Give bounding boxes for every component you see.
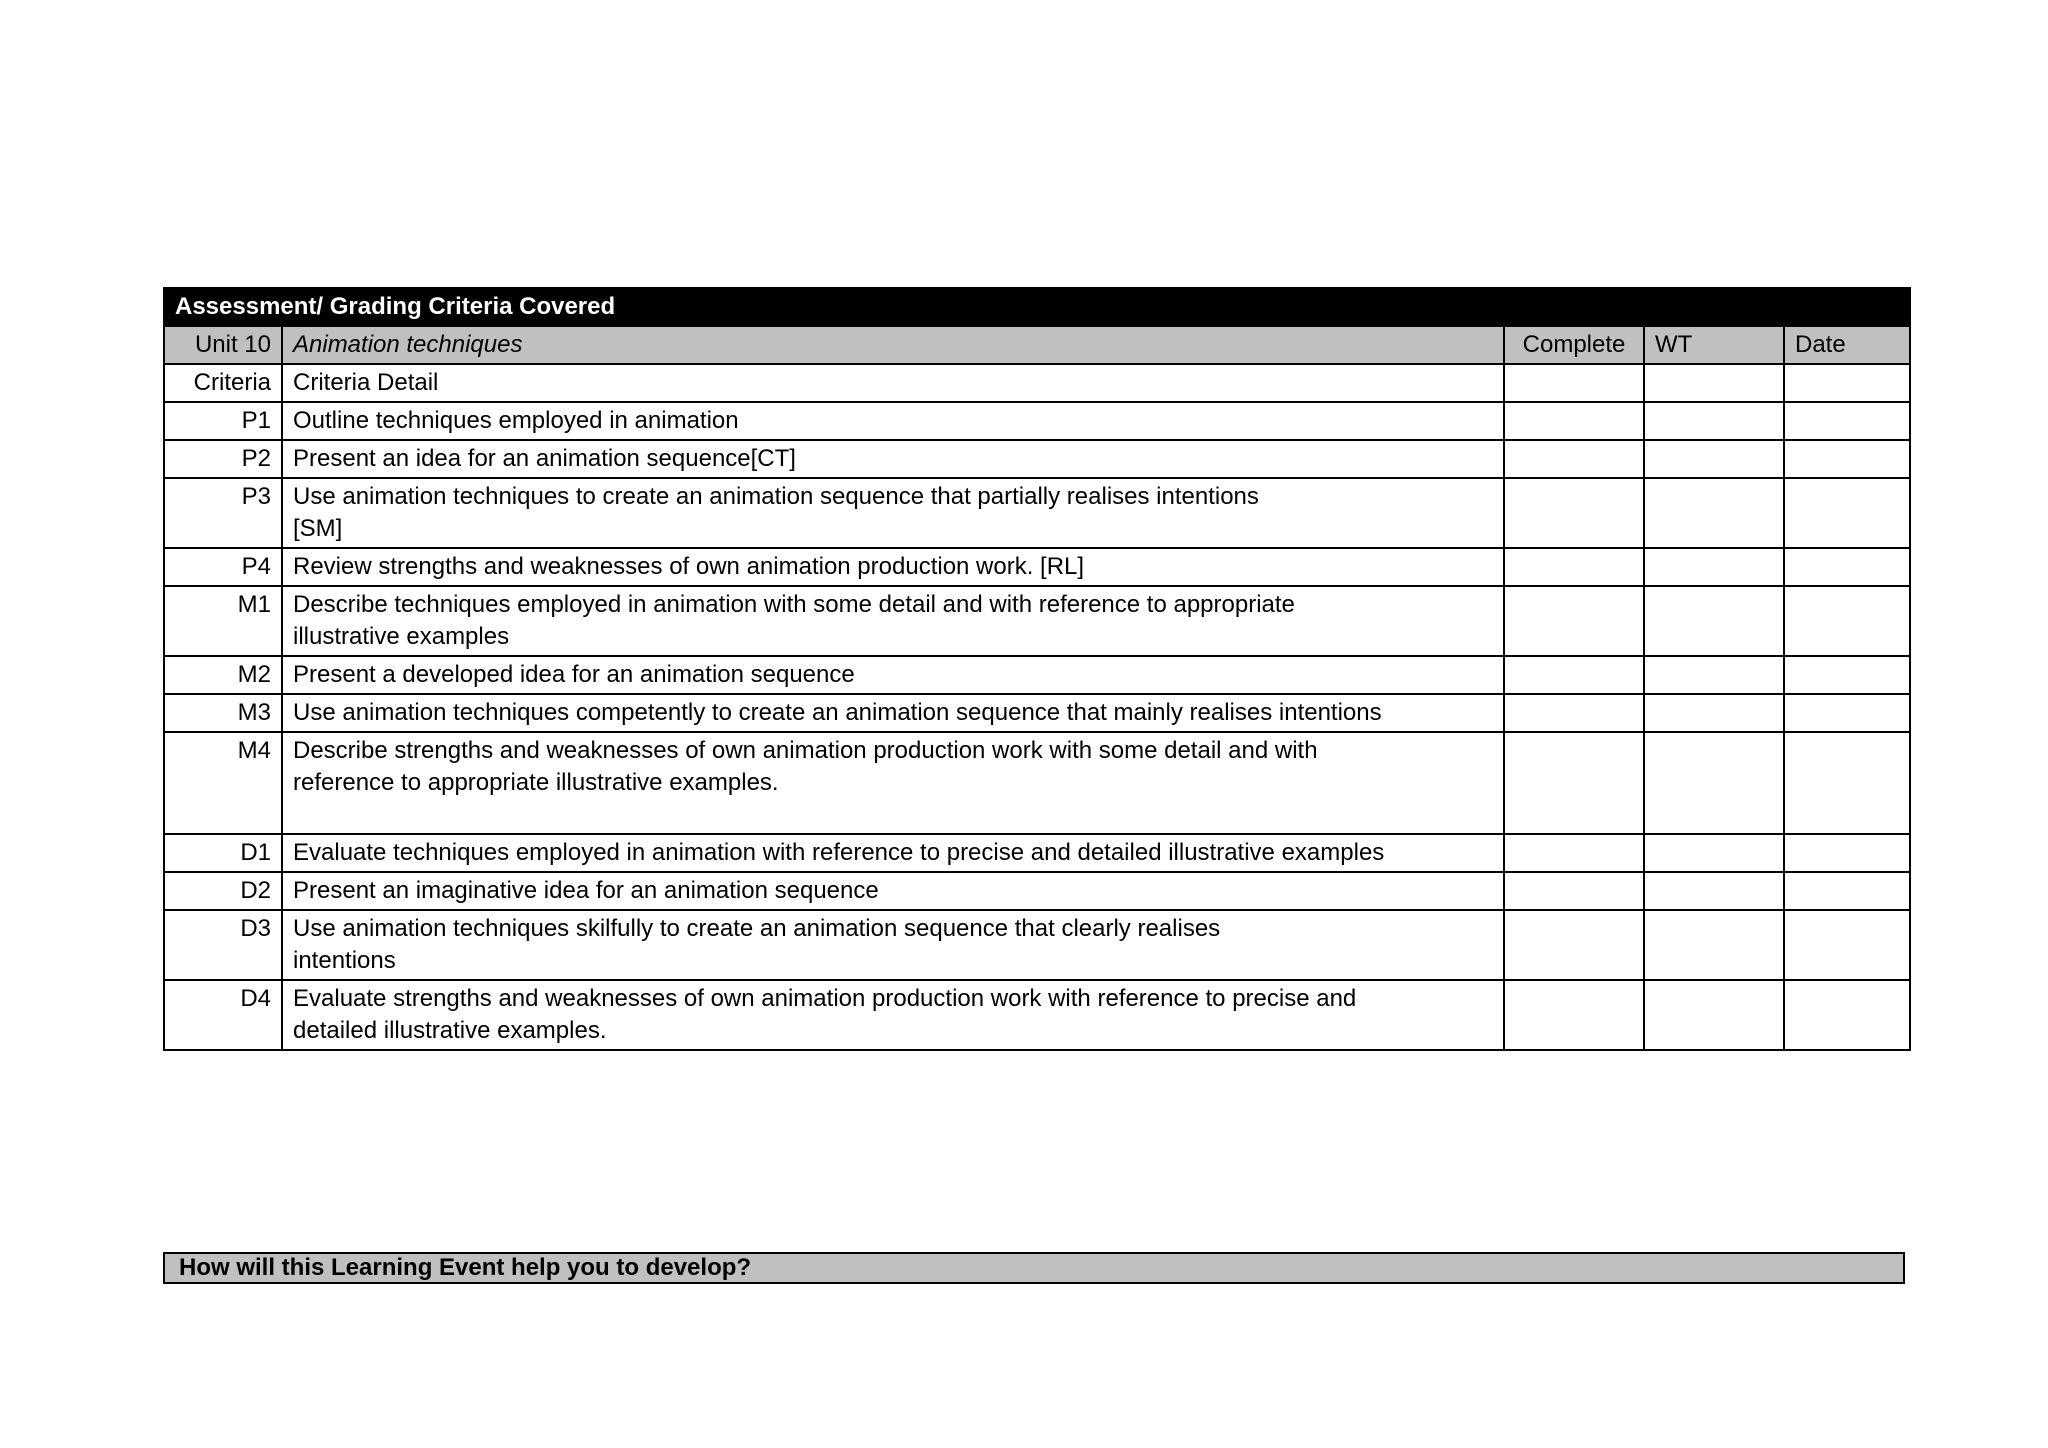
criteria-detail-line: Use animation techniques to create an animation sequence that partially realises intentions [293, 483, 1259, 510]
date-cell [1784, 834, 1910, 872]
criteria-code: D1 [164, 834, 282, 872]
criteria-detail: Present an imaginative idea for an animation sequence [282, 872, 1504, 910]
complete-cell [1504, 478, 1644, 548]
date-cell [1784, 548, 1910, 586]
criteria-code: P2 [164, 440, 282, 478]
criteria-detail [282, 586, 1504, 656]
complete-cell [1504, 834, 1644, 872]
criteria-detail [282, 478, 1504, 548]
complete-cell [1504, 402, 1644, 440]
date-cell [1784, 910, 1910, 980]
criteria-detail-line: [SM] [293, 515, 343, 542]
wt-cell [1644, 548, 1784, 586]
table-row [164, 980, 1910, 1050]
wt-cell [1644, 694, 1784, 732]
wt-cell [1644, 586, 1784, 656]
date-cell [1784, 586, 1910, 656]
wt-cell [1644, 402, 1784, 440]
criteria-detail-line: Describe techniques employed in animation with some detail and with reference to appropriate [293, 591, 1295, 618]
table-row [164, 834, 1910, 872]
complete-cell [1504, 910, 1644, 980]
date-cell [1784, 440, 1910, 478]
table-row [164, 694, 1910, 732]
date-cell [1784, 364, 1910, 402]
criteria-detail: Present a developed idea for an animation sequence [282, 656, 1504, 694]
criteria-detail: Present an idea for an animation sequence[CT] [282, 440, 1504, 478]
date-cell [1784, 402, 1910, 440]
complete-cell [1504, 656, 1644, 694]
criteria-detail: Evaluate techniques employed in animation with reference to precise and detailed illustrative examples [282, 834, 1504, 872]
criteria-code: D4 [164, 980, 282, 1050]
table-row [164, 910, 1910, 980]
criteria-detail-label: Criteria Detail [282, 364, 1504, 402]
criteria-header-row [164, 364, 1910, 402]
unit-header-row [164, 326, 1910, 364]
date-cell [1784, 732, 1910, 834]
date-cell [1784, 872, 1910, 910]
table-row [164, 440, 1910, 478]
grading-criteria-table [163, 287, 1911, 1051]
table-title: Assessment/ Grading Criteria Covered [164, 288, 1910, 326]
complete-cell [1504, 548, 1644, 586]
table-title-row [164, 288, 1910, 326]
table-row [164, 402, 1910, 440]
wt-cell [1644, 364, 1784, 402]
criteria-code: M2 [164, 656, 282, 694]
complete-cell [1504, 586, 1644, 656]
criteria-detail: Review strengths and weaknesses of own animation production work. [RL] [282, 548, 1504, 586]
wt-cell [1644, 732, 1784, 834]
complete-cell [1504, 732, 1644, 834]
table-row [164, 656, 1910, 694]
wt-cell [1644, 656, 1784, 694]
criteria-label: Criteria [164, 364, 282, 402]
complete-cell [1504, 694, 1644, 732]
criteria-detail [282, 910, 1504, 980]
criteria-code: M4 [164, 732, 282, 834]
criteria-detail-line: Describe strengths and weaknesses of own animation production work with some detail and with [293, 737, 1318, 764]
table-row [164, 478, 1910, 548]
wt-cell [1644, 910, 1784, 980]
criteria-code: M3 [164, 694, 282, 732]
wt-cell [1644, 834, 1784, 872]
date-cell [1784, 656, 1910, 694]
criteria-detail [282, 980, 1504, 1050]
criteria-detail-line: Use animation techniques skilfully to create an animation sequence that clearly realises [293, 915, 1221, 942]
criteria-code: D2 [164, 872, 282, 910]
date-cell [1784, 694, 1910, 732]
criteria-detail [282, 732, 1504, 834]
complete-cell [1504, 364, 1644, 402]
wt-cell [1644, 980, 1784, 1050]
complete-cell [1504, 872, 1644, 910]
develop-heading: How will this Learning Event help you to develop? [163, 1252, 1905, 1284]
criteria-detail: Outline techniques employed in animation [282, 402, 1504, 440]
criteria-code: P3 [164, 478, 282, 548]
table-row [164, 732, 1910, 834]
column-header-wt: WT [1644, 326, 1784, 364]
criteria-detail: Use animation techniques competently to create an animation sequence that mainly realises intentions [282, 694, 1504, 732]
complete-cell [1504, 440, 1644, 478]
criteria-detail-line: illustrative examples [293, 623, 510, 650]
column-header-date: Date [1784, 326, 1910, 364]
wt-cell [1644, 440, 1784, 478]
criteria-code: D3 [164, 910, 282, 980]
table-row [164, 548, 1910, 586]
wt-cell [1644, 478, 1784, 548]
criteria-code: P4 [164, 548, 282, 586]
table-row [164, 586, 1910, 656]
date-cell [1784, 478, 1910, 548]
complete-cell [1504, 980, 1644, 1050]
criteria-detail-line: Evaluate strengths and weaknesses of own animation production work with reference to precise and [293, 985, 1357, 1012]
criteria-detail-line: detailed illustrative examples. [293, 1017, 607, 1044]
date-cell [1784, 980, 1910, 1050]
criteria-detail-line: reference to appropriate illustrative examples. [293, 769, 779, 796]
column-header-complete: Complete [1504, 326, 1644, 364]
wt-cell [1644, 872, 1784, 910]
table-row [164, 872, 1910, 910]
unit-code: Unit 10 [164, 326, 282, 364]
criteria-code: P1 [164, 402, 282, 440]
criteria-code: M1 [164, 586, 282, 656]
criteria-detail-line: intentions [293, 947, 396, 974]
unit-name: Animation techniques [282, 326, 1504, 364]
